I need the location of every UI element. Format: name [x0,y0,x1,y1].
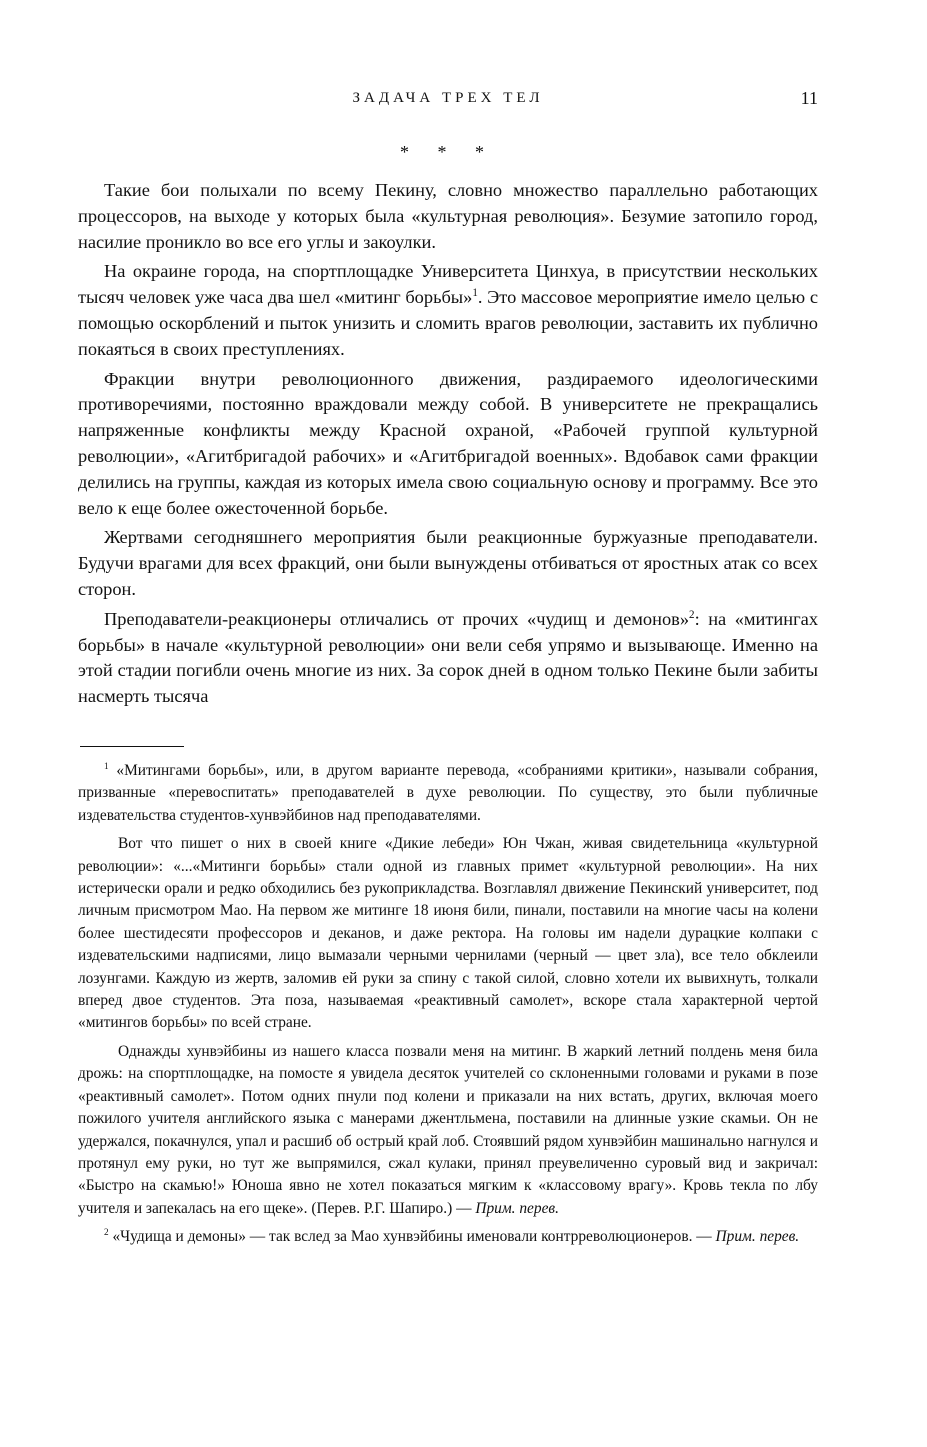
main-text [78,178,818,714]
paragraph [78,607,818,710]
book-page [78,0,818,1447]
paragraph-text: . Это массовое мероприятие имело целью с помощью оскорблений и пыток унизить и сломить врагов революции, заставить их публично покаяться в своих преступлениях. [78,287,819,359]
paragraph [78,259,818,362]
footnote-text: «Чудища и демоны» — так вслед за Мао хунвэйбины именовали контрреволюционеров. — [112,1228,712,1246]
footnote-2 [78,1226,818,1248]
section-separator: * * * [400,142,496,162]
translator-note: Прим. перев. [475,1199,559,1217]
running-title: ЗАДАЧА ТРЕХ ТЕЛ [352,90,544,106]
paragraph-text: : на «митингах борьбы» в начале «культурной революции» они вели себя упрямо и вызывающе. Именно на этой стадии погибли очень многие из них. За сорок дней в одном только Пекине были забиты насмерть тысяча [78,608,819,707]
running-header [78,90,818,114]
paragraph: Жертвами сегодняшнего мероприятия были реакционные буржуазные преподаватели. Будучи врагами для всех фракций, они были вынуждены отбиваться от яростных атак со всех сторон. [78,527,818,599]
footnote-text: «Митингами борьбы», или, в другом варианте перевода, «собраниями критики», называли собрания, призванные «перевоспитать» преподавателей в духе революции. По существу, это были публичные издевательства студентов-хунвэйбинов над преподавателями. [78,762,818,824]
paragraph: Такие бои полыхали по всему Пекину, словно множество параллельно работающих процессоров, на выходе у которых была «культурная революция». Безумие затопило город, насилие проникло во все его углы и закоулки. [78,180,818,252]
footnote-1-paragraph [78,1041,818,1220]
footnote-divider [80,746,184,747]
footnote-reference[interactable]: 2 [689,608,695,621]
paragraph: Фракции внутри революционного движения, раздираемого идеологическими противоречиями, постоянно враждовали между собой. В университете не прекращались напряженные конфликты между Красной охраной, «Рабочей группой культурной революции», «Агитбригадой рабочих» и «Агитбригадой военных». Вдобавок сами фракции делились на группы, каждая из которых имела свою социальную основу и программу. Все это вело к еще более ожесточенной борьбе. [78,368,818,518]
footnote-mark: 1 [104,760,109,771]
footnote-reference[interactable]: 1 [472,287,478,300]
footnote-1 [78,760,818,827]
footnotes [78,760,818,1255]
translator-note: Прим. перев. [715,1228,800,1246]
page-number: 11 [800,88,818,108]
paragraph-text: На окраине города, на спортплощадке Университета Цинхуа, в присутствии нескольких тысяч человек уже часа два шел «митинг борьбы» [78,261,818,308]
paragraph-text: Преподаватели-реакционеры отличались от прочих «чудищ и демонов» [104,608,690,629]
footnote-1-paragraph: Вот что пишет о них в своей книге «Дикие лебеди» Юн Чжан, живая свидетельница «культурной революции»: «...«Митинги борьбы» стали одной из главных примет «культурной революции». На них истерически орали и редко обходились без рукоприкладства. Возглавлял движение Пекинский университет, под личным присмотром Мао. На первом же митинге 18 июня били, пинали, поставили на многие часы на колени более шестидесяти профессоров и деканов, и даже ректора. На головы им надели дурацкие колпаки с издевательскими надписями, лицо вымазали черными чернилами (черный — цвет зла), все тело обклеили лозунгами. Каждую из жертв, заломив ей руки за спину с такой силой, словно хотели их вывихнуть, толкали вперед двое студентов. Эта поза, называемая «реактивный самолет», вскоре стала характерной чертой «митингов борьбы» по всей стране. [78,835,818,1032]
footnote-mark: 2 [104,1227,109,1237]
footnote-text: Однажды хунвэйбины из нашего класса позвали меня на митинг. В жаркий летний полдень меня била дрожь: на спортплощадке, на помосте я увидела десяток учителей со склоненными головами и руками в позе «реактивный самолет». Потом одних пнули под колени и приказали на них встать, других, включая моего пожилого учителя английского языка с манерами джентльмена, поставили на длинные узкие скамьи. Он не удержался, покачнулся, упал и расшиб об острый край лоб. Стоявший рядом хунвэйбин машинально нагнулся и протянул ему руки, но тут же выпрямился, сжал кулаки, принял преувеличенно суровый вид и закричал: «Быстро на скамью!» Юноша явно не хотел показаться мягким к «классовому врагу». Кровь текла по лбу учителя и запекалась на его щеке». (Перев. Р.Г. Шапиро.) — [78,1042,818,1217]
